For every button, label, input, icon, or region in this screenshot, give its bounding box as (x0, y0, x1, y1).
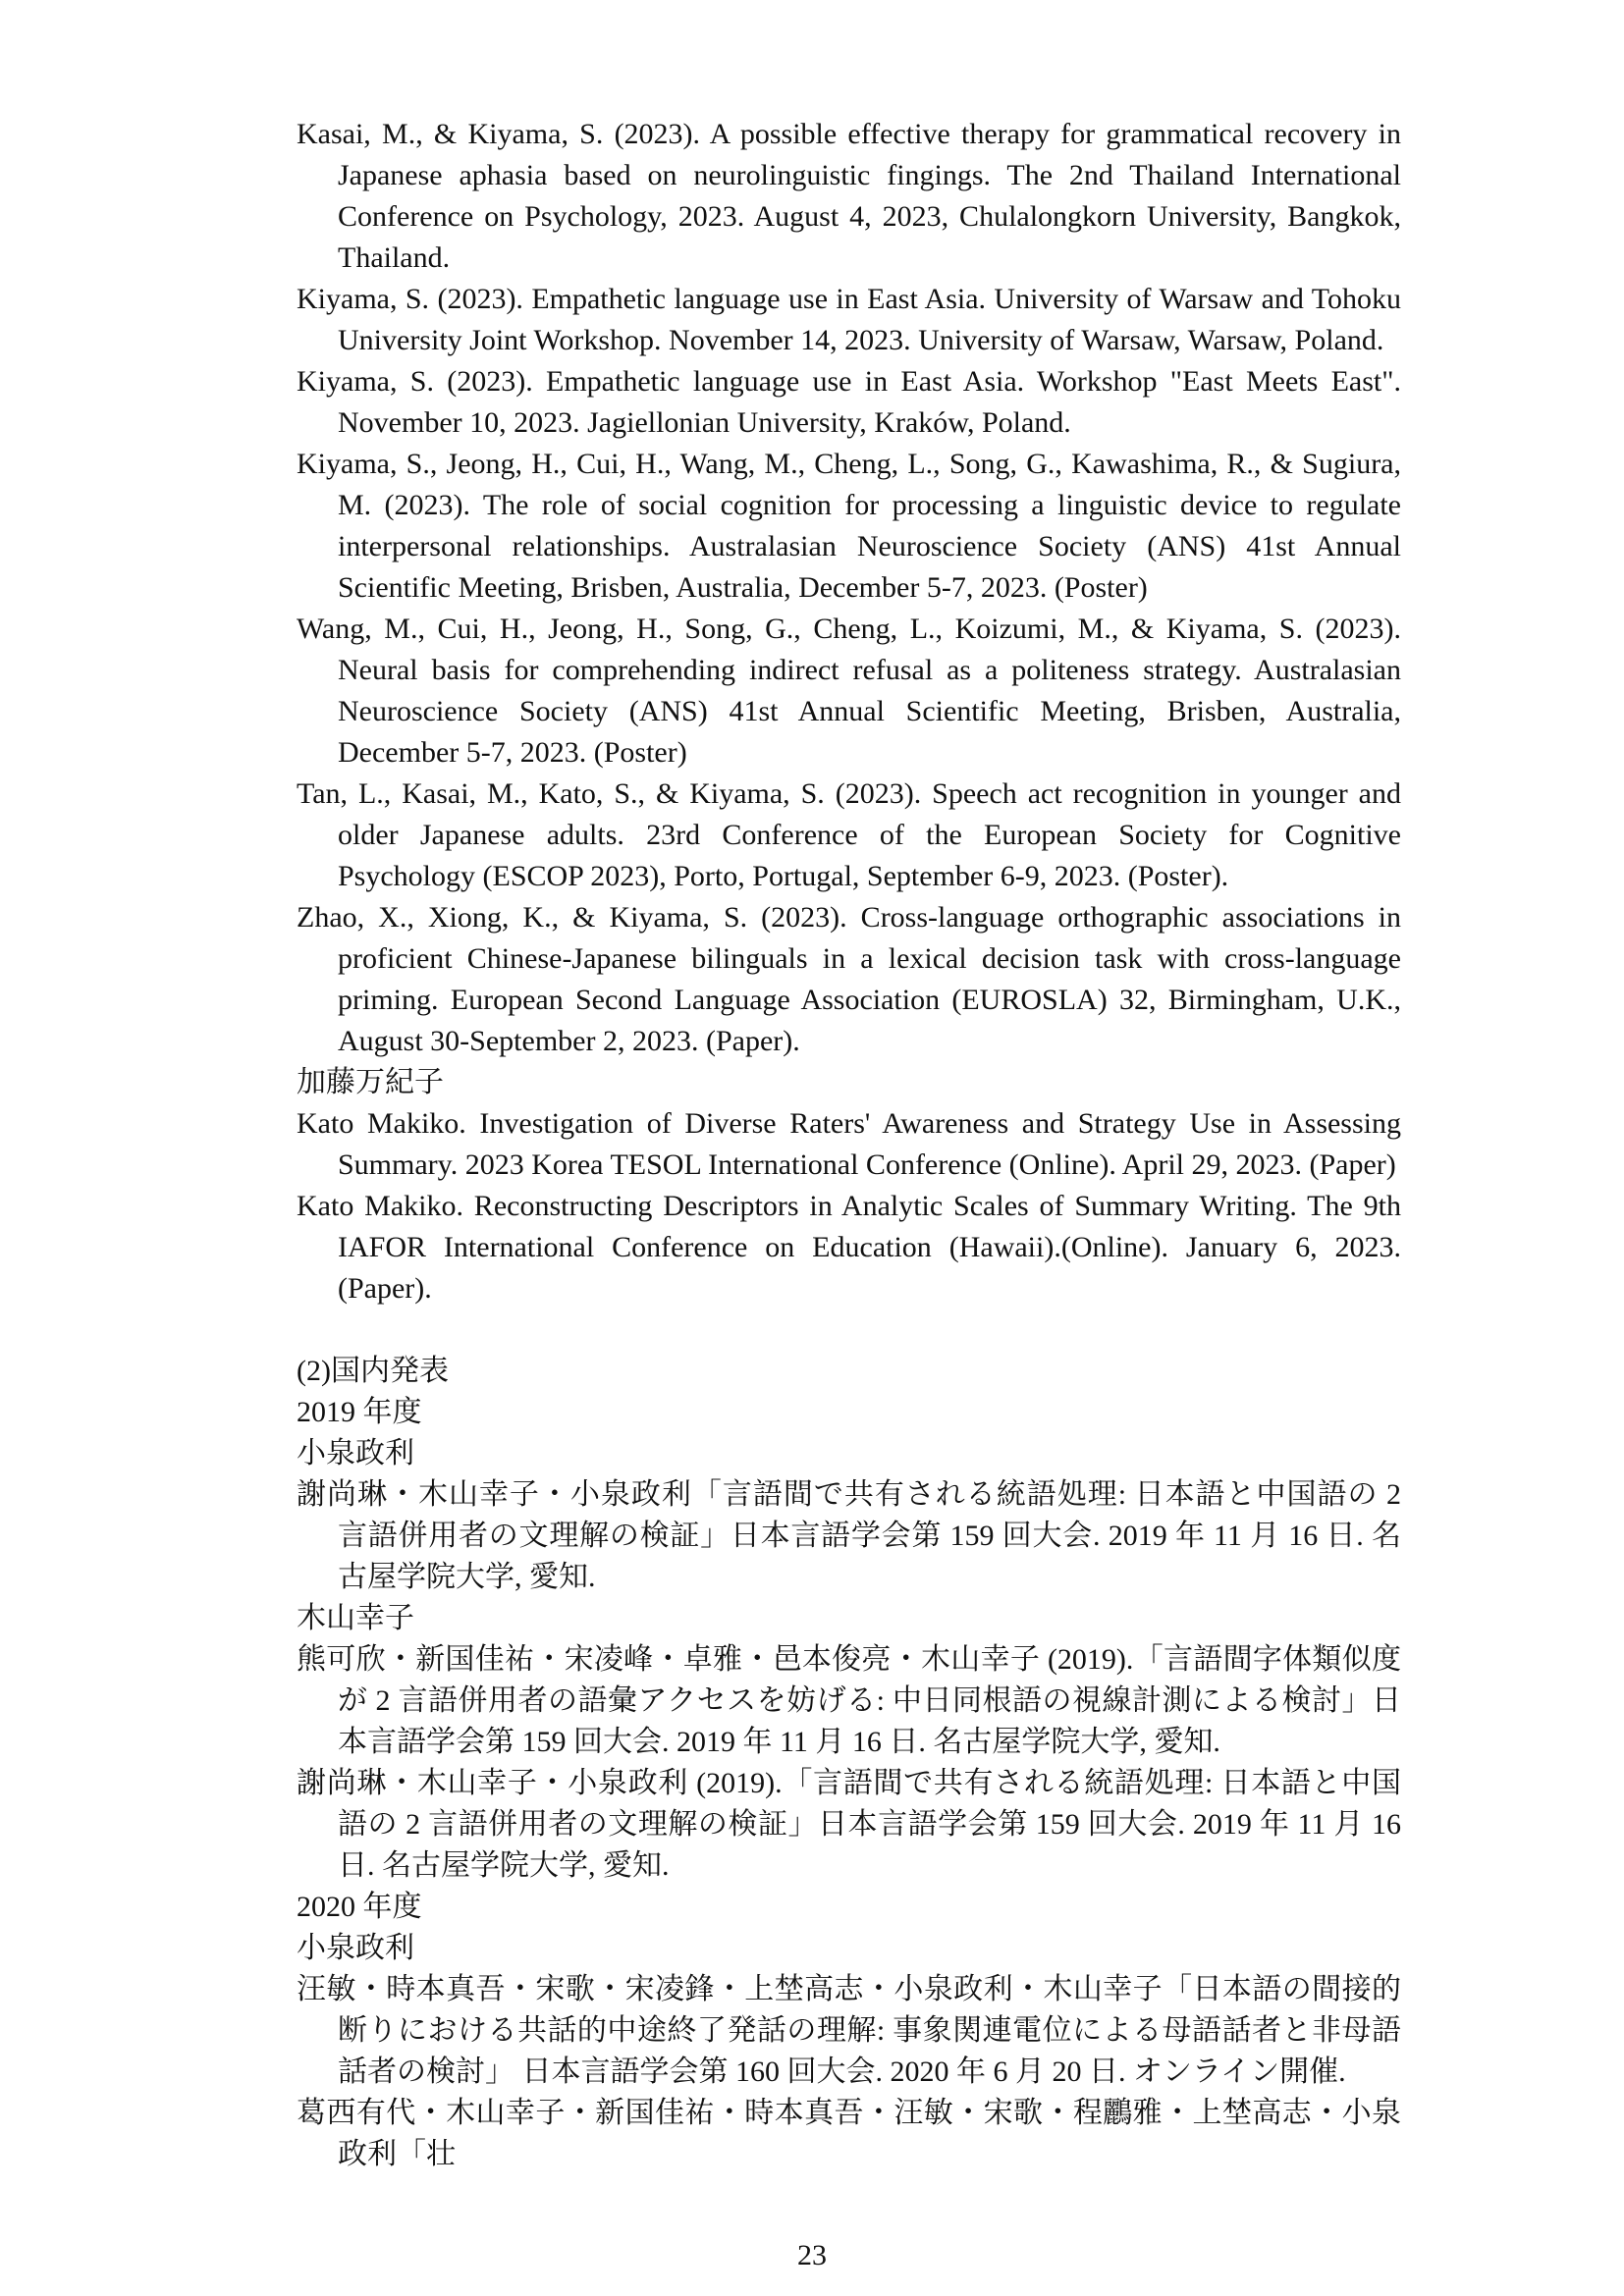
reference-entry: Kiyama, S. (2023). Empathetic language use in East Asia. Workshop "East Meets East". November 10, 2023. Jagiellonian University, Kraków, Poland. (297, 365, 1401, 439)
reference-entry: Wang, M., Cui, H., Jeong, H., Song, G., Cheng, L., Koizumi, M., & Kiyama, S. (2023). Neural basis for comprehending indirect refusal as a politeness strategy. Australasian Neuroscience Society (ANS) 41st Annual Scientific Meeting, Brisben, Australia, December 5-7, 2023. (Poster) (297, 613, 1401, 769)
reference-entry: Zhao, X., Xiong, K., & Kiyama, S. (2023). Cross-language orthographic associations in proficient Chinese-Japanese bilinguals in a lexical decision task with cross-language priming. European Second Language Association (EUROSLA) 32, Birmingham, U.K., August 30-September 2, 2023. (Paper). (297, 901, 1401, 1057)
reference-entry: 汪敏・時本真吾・宋歌・宋凌鋒・上埜高志・小泉政利・木山幸子「日本語の間接的断りにおける共話的中途終了発話の理解: 事象関連電位による母語話者と非母語話者の検討」 日本言語学会第 160 回大会. 2020 年 6 月 20 日. オンライン開催. (297, 1973, 1401, 2088)
author-heading: 小泉政利 (297, 1932, 414, 1964)
year-heading: 2019 年度 (297, 1396, 422, 1428)
reference-entry: Kiyama, S., Jeong, H., Cui, H., Wang, M., Cheng, L., Song, G., Kawashima, R., & Sugiura, M. (2023). The role of social cognition for processing a linguistic device to regulate interpersonal relationships. Australasian Neuroscience Society (ANS) 41st Annual Scientific Meeting, Brisben, Australia, December 5-7, 2023. (Poster) (297, 448, 1401, 604)
author-heading: 木山幸子 (297, 1602, 414, 1634)
author-heading: 小泉政利 (297, 1437, 414, 1469)
section-spacer (297, 1309, 1401, 1351)
year-heading: 2020 年度 (297, 1891, 422, 1923)
page-content (297, 114, 1401, 2175)
author-heading: 加藤万紀子 (297, 1066, 444, 1098)
reference-entry: 謝尚琳・木山幸子・小泉政利 (2019).「言語間で共有される統語処理: 日本語と中国語の 2 言語併用者の文理解の検証」日本言語学会第 159 回大会. 2019 年 11 月 16 日. 名古屋学院大学, 愛知. (297, 1767, 1401, 1882)
reference-entry: 熊可欣・新国佳祐・宋凌峰・卓雅・邑本俊亮・木山幸子 (2019).「言語間字体類似度が 2 言語併用者の語彙アクセスを妨げる: 中日同根語の視線計測による検討」日本言語学会第 159 回大会. 2019 年 11 月 16 日. 名古屋学院大学, 愛知. (297, 1643, 1401, 1758)
reference-entry: Kato Makiko. Reconstructing Descriptors in Analytic Scales of Summary Writing. The 9th IAFOR International Conference on Education (Hawaii).(Online). January 6, 2023. (Paper). (297, 1190, 1401, 1305)
reference-entry: Kiyama, S. (2023). Empathetic language use in East Asia. University of Warsaw and Tohoku University Joint Workshop. November 14, 2023. University of Warsaw, Warsaw, Poland. (297, 283, 1401, 356)
reference-entry: Kasai, M., & Kiyama, S. (2023). A possible effective therapy for grammatical recovery in Japanese aphasia based on neurolinguistic fingings. The 2nd Thailand International Conference on Psychology, 2023. August 4, 2023, Chulalongkorn University, Bangkok, Thailand. (297, 118, 1401, 274)
reference-entry: Kato Makiko. Investigation of Diverse Raters' Awareness and Strategy Use in Assessing Summary. 2023 Korea TESOL International Conference (Online). April 29, 2023. (Paper) (297, 1107, 1401, 1181)
reference-entry: 謝尚琳・木山幸子・小泉政利「言語間で共有される統語処理: 日本語と中国語の 2 言語併用者の文理解の検証」日本言語学会第 159 回大会. 2019 年 11 月 16 日. 名古屋学院大学, 愛知. (297, 1478, 1401, 1593)
section-heading: (2)国内発表 (297, 1355, 449, 1387)
page-number: 23 (797, 2239, 827, 2271)
reference-entry: 葛西有代・木山幸子・新国佳祐・時本真吾・汪敏・宋歌・程鸝雅・上埜高志・小泉政利「壮 (297, 2097, 1401, 2170)
reference-entry: Tan, L., Kasai, M., Kato, S., & Kiyama, S. (2023). Speech act recognition in younger and older Japanese adults. 23rd Conference of the European Society for Cognitive Psychology (ESCOP 2023), Porto, Portugal, September 6-9, 2023. (Poster). (297, 777, 1401, 892)
